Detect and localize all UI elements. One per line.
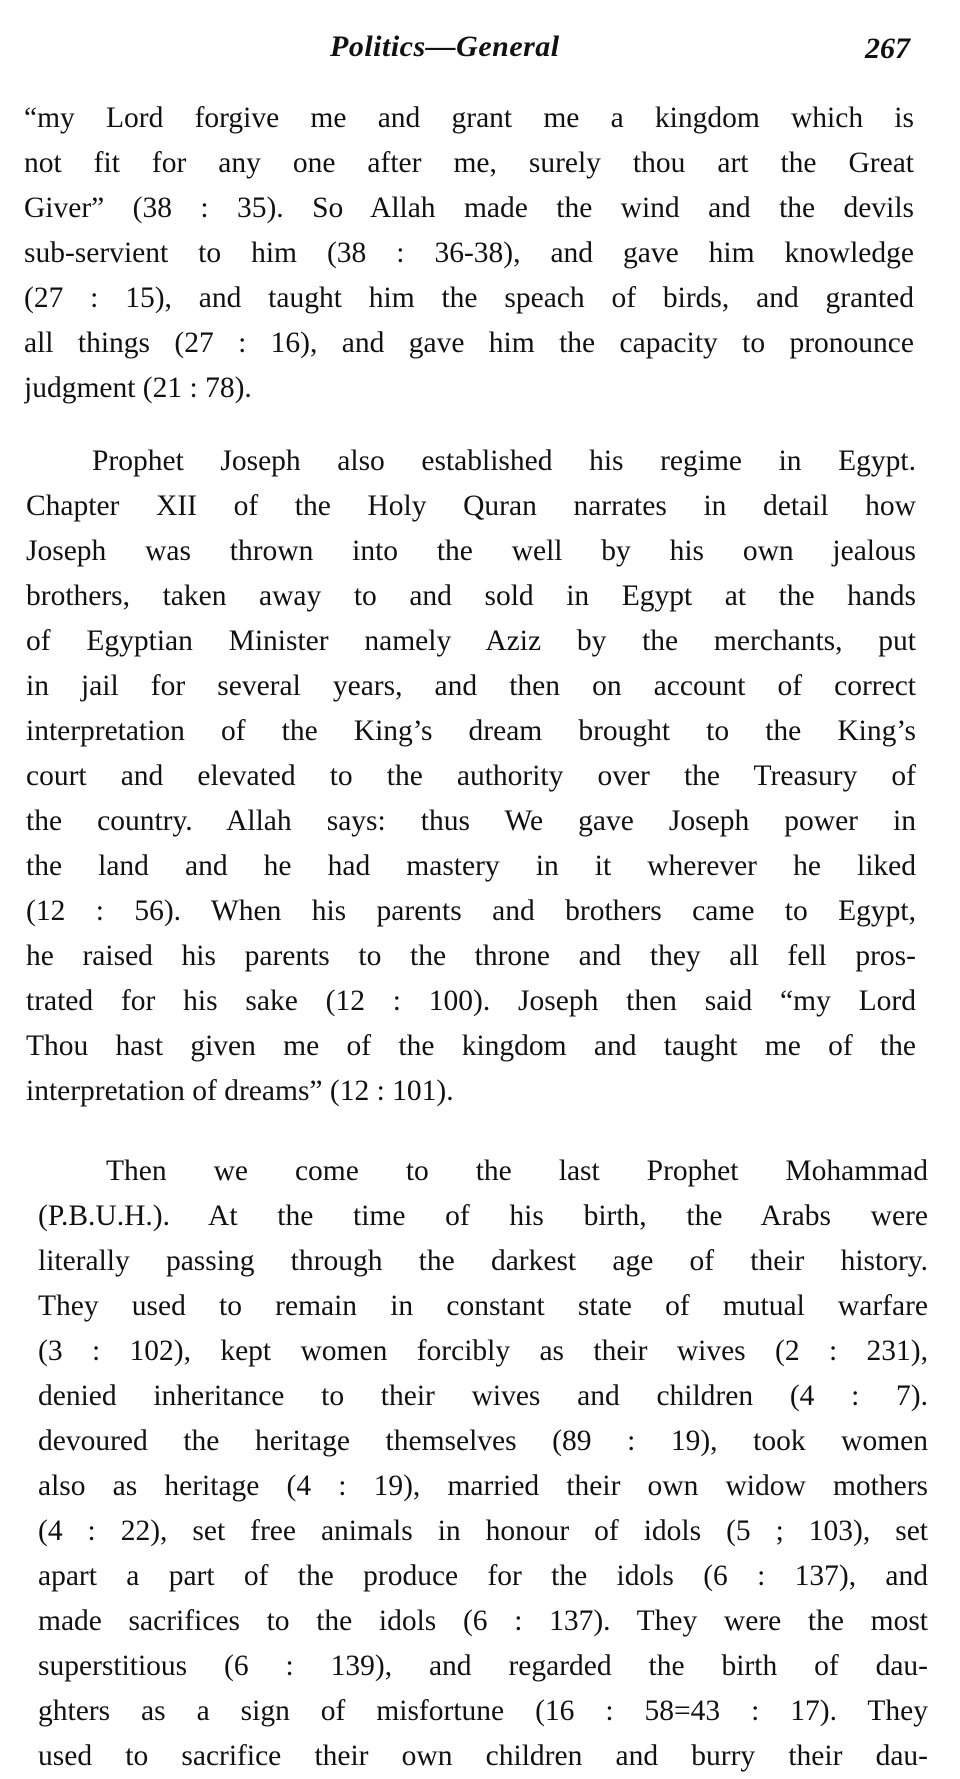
text-line: (4 : 22), set free animals in honour of idols (5 ; 103), set: [38, 1515, 928, 1547]
text-line: the country. Allah says: thus We gave Joseph power in: [26, 805, 916, 837]
text-line: also as heritage (4 : 19), married their own widow mothers: [38, 1470, 928, 1502]
text-line: Thou hast given me of the kingdom and taught me of the: [26, 1030, 916, 1062]
text-line: superstitious (6 : 139), and regarded the birth of dau-: [38, 1650, 928, 1682]
text-line: apart a part of the produce for the idols (6 : 137), and: [38, 1560, 928, 1592]
text-line: denied inheritance to their wives and children (4 : 7).: [38, 1380, 928, 1412]
running-title: Politics—General: [330, 30, 560, 63]
text-line: brothers, taken away to and sold in Egypt at the hands: [26, 580, 916, 612]
text-line: used to sacrifice their own children and burry their dau-: [38, 1740, 928, 1772]
text-line: interpretation of the King’s dream brought to the King’s: [26, 715, 916, 747]
text-line: made sacrifices to the idols (6 : 137). They were the most: [38, 1605, 928, 1637]
text-line: devoured the heritage themselves (89 : 19), took women: [38, 1425, 928, 1457]
text-line: interpretation of dreams” (12 : 101).: [26, 1075, 454, 1107]
text-line: Then we come to the last Prophet Mohammad: [106, 1155, 928, 1187]
text-line: trated for his sake (12 : 100). Joseph then said “my Lord: [26, 985, 916, 1017]
text-line: Prophet Joseph also established his regime in Egypt.: [92, 445, 916, 477]
text-line: (3 : 102), kept women forcibly as their wives (2 : 231),: [38, 1335, 928, 1367]
page-header: [0, 22, 960, 72]
paragraph-solomon: [0, 96, 960, 411]
text-line: (12 : 56). When his parents and brothers came to Egypt,: [26, 895, 916, 927]
text-line: the land and he had mastery in it wherever he liked: [26, 850, 916, 882]
text-line: Giver” (38 : 35). So Allah made the wind and the devils: [24, 192, 914, 224]
text-line: not fit for any one after me, surely thou art the Great: [24, 147, 914, 179]
text-line: “my Lord forgive me and grant me a kingdom which is: [24, 102, 914, 134]
text-line: all things (27 : 16), and gave him the capacity to pronounce: [24, 327, 914, 359]
text-line: in jail for several years, and then on account of correct: [26, 670, 916, 702]
text-line: he raised his parents to the throne and they all fell pros-: [26, 940, 916, 972]
text-line: ghters as a sign of misfortune (16 : 58=43 : 17). They: [38, 1695, 928, 1727]
page-body: [0, 96, 960, 1779]
text-line: judgment (21 : 78).: [24, 372, 252, 404]
text-line: literally passing through the darkest age of their history.: [38, 1245, 928, 1277]
text-line: (27 : 15), and taught him the speach of birds, and granted: [24, 282, 914, 314]
text-line: court and elevated to the authority over the Treasury of: [26, 760, 916, 792]
paragraph-mohammad: [0, 1149, 960, 1779]
text-line: Joseph was thrown into the well by his own jealous: [26, 535, 916, 567]
page-number: 267: [865, 32, 910, 65]
text-line: They used to remain in constant state of mutual warfare: [38, 1290, 928, 1322]
text-line: (P.B.U.H.). At the time of his birth, the Arabs were: [38, 1200, 928, 1232]
paragraph-joseph: [0, 439, 960, 1114]
text-line: of Egyptian Minister namely Aziz by the merchants, put: [26, 625, 916, 657]
text-line: Chapter XII of the Holy Quran narrates in detail how: [26, 490, 916, 522]
text-line: sub-servient to him (38 : 36-38), and gave him knowledge: [24, 237, 914, 269]
